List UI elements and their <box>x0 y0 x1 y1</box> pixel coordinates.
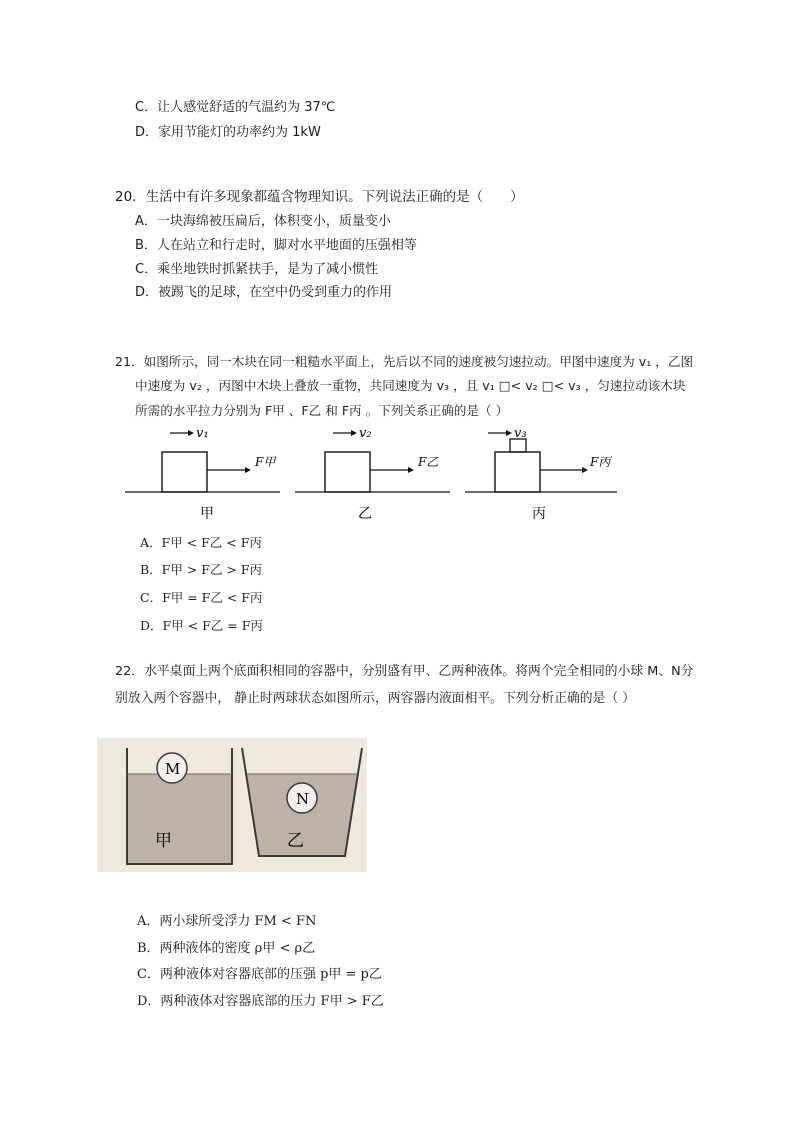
q22-liquid-jia-label: 甲 <box>155 831 172 851</box>
q21-option-a: A．F甲 < F乙 < F丙 <box>140 535 262 550</box>
q21-label-jia: 甲 <box>200 506 214 520</box>
q22-option-c: C．两种液体对容器底部的压强 p甲 = p乙 <box>137 967 382 982</box>
q22-option-b: B．两种液体的密度 ρ甲 < ρ乙 <box>137 941 316 956</box>
q19-option-c: C．让人感觉舒适的气温约为 37℃ <box>135 100 336 115</box>
q21-f1-label: F甲 <box>255 455 276 469</box>
q21-stem-line2: 中速度为 v₂ ，丙图中木块上叠放一重物，共同速度为 v₃ ，且 v₁ □< v₂ □< v₃ ，匀速拉动该木块 <box>135 378 686 393</box>
q21-figure <box>120 420 620 520</box>
q21-v1-label: v₁ <box>196 426 209 441</box>
q19-option-d: D．家用节能灯的功率约为 1kW <box>135 125 321 140</box>
q22-stem-line2: 别放入两个容器中， 静止时两球状态如图所示，两容器内液面相平。下列分析正确的是（ ） <box>115 691 636 706</box>
q21-panel-yi <box>295 426 450 520</box>
q22-figure <box>97 738 367 872</box>
q22-option-d: D．两种液体对容器底部的压力 F甲 > F乙 <box>137 994 384 1009</box>
q20-option-c: C．乘坐地铁时抓紧扶手，是为了减小惯性 <box>135 262 379 277</box>
q21-v2-label: v₂ <box>359 426 372 441</box>
q20-stem: 20．生活中有许多现象都蕴含物理知识。下列说法正确的是（ ） <box>115 189 524 205</box>
q21-stem-line1: 21．如图所示，同一木块在同一粗糙水平面上，先后以不同的速度被匀速拉动。甲图中速度为 v₁ ，乙图 <box>115 354 694 369</box>
q21-option-d: D．F甲 < F乙 = F丙 <box>140 618 263 633</box>
q22-liquid-yi-label: 乙 <box>287 831 304 851</box>
q21-label-bing: 丙 <box>532 506 546 520</box>
q21-v3-label: v₃ <box>514 426 527 441</box>
q21-option-b: B．F甲 > F乙 > F丙 <box>140 562 263 577</box>
q20-option-b: B．人在站立和行走时，脚对水平地面的压强相等 <box>135 238 417 253</box>
q20-option-d: D．被踢飞的足球，在空中仍受到重力的作用 <box>135 285 393 300</box>
q22-option-a: A．两小球所受浮力 FM < FN <box>137 914 317 929</box>
q21-f3-label: F丙 <box>590 455 611 469</box>
q22-ball-n-label: N <box>296 790 310 808</box>
q21-panel-bing <box>465 426 617 520</box>
q20-option-a: A．一块海绵被压扁后，体积变小，质量变小 <box>135 214 391 229</box>
q21-label-yi: 乙 <box>358 506 372 520</box>
q22-stem-line1: 22．水平桌面上两个底面积相同的容器中，分别盛有甲、乙两种液体。将两个完全相同的小球 M、N分 <box>115 664 694 679</box>
q21-stem-line3: 所需的水平拉力分别为 F甲 、F乙 和 F丙 。下列关系正确的是（ ） <box>135 403 509 418</box>
q22-ball-m-label: M <box>165 760 181 778</box>
q21-panel-jia <box>125 426 280 520</box>
q21-f2-label: F乙 <box>418 455 439 469</box>
q21-option-c: C．F甲 = F乙 < F丙 <box>140 590 263 605</box>
